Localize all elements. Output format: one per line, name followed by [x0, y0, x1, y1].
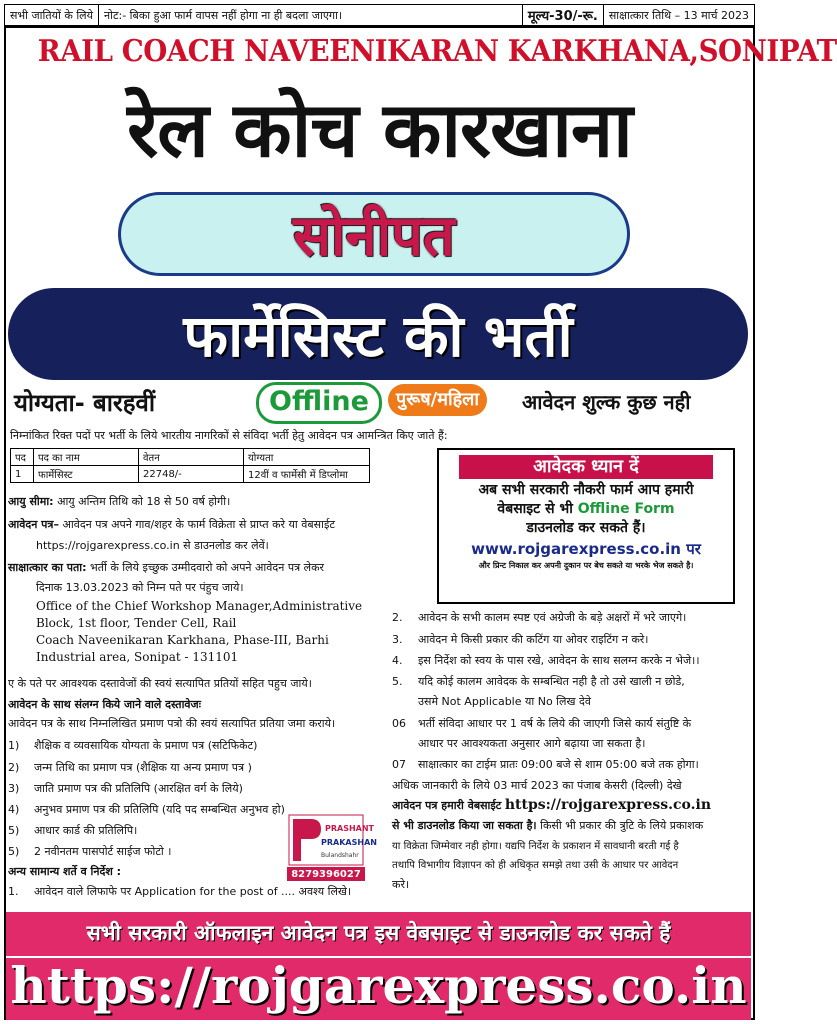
notice-website[interactable]: www.rojgarexpress.co.in पर: [471, 540, 701, 558]
qualification-tag: योग्यता- बारहवीं: [14, 389, 156, 417]
logo-place: Bulandshahr: [321, 852, 359, 859]
right-text: इस निर्देश को स्वय के पास रखे, आवेदन के साथ सलग्न करके न भेजे।।: [418, 654, 700, 667]
right-text: आवेदन के सभी कालम स्पष्ट एवं अग्रेजी के बड़े अक्षरों में भरे जाएगे।: [418, 611, 687, 624]
table-cell: 22748/-: [139, 466, 244, 483]
right-text: आवेदन मे किसी प्रकार की कटिंग या ओवर राइटिंग न करे।: [418, 633, 649, 646]
offline-form-text: Offline Form: [577, 501, 675, 517]
bottom-banner-text: सभी सरकारी ऑफलाइन आवेदन पत्र इस वेबसाइट से डाउनलोड कर सकते हैं: [86, 921, 671, 945]
notice-line3: डाउनलोड कर सकते हैं।: [526, 520, 646, 536]
right-num: 4.: [392, 654, 403, 667]
notice-heading: आवेदक ध्यान दें: [459, 455, 713, 479]
general-item: [8, 884, 352, 899]
right-item-cont: उसमे Not Applicable या No लिख देवे: [418, 695, 591, 708]
table-cell: 1: [11, 466, 34, 483]
notice-line1: अब सभी सरकारी नौकरी फार्म आप हमारी: [478, 482, 694, 498]
right-num: 07: [392, 758, 406, 771]
table-header: योग्यता: [244, 449, 370, 466]
right-item: [392, 653, 700, 669]
logo-line1: PRASHANT: [325, 824, 375, 833]
posts-table: [10, 448, 370, 483]
doc-item: [8, 823, 138, 838]
age-label: आयु सीमा:: [8, 495, 54, 508]
doc-text: अनुभव प्रमाण पत्र की प्रतिलिपि (यदि पद सम्बन्धित अनुभव हो): [34, 803, 285, 816]
castes-note: सभी जातियों के लिये: [5, 5, 99, 25]
general-heading: अन्य सामान्य शर्ते व निर्देश :: [8, 865, 122, 878]
website-line: [392, 797, 711, 814]
address-line: Office of the Chief Workshop Manager,Administrative: [36, 599, 363, 613]
table-cell: फार्मेसिस्ट: [34, 466, 139, 483]
address-line: Coach Naveenikaran Karkhana, Phase-III, Barhi: [36, 633, 329, 647]
form-label: आवेदन पत्र–: [8, 518, 59, 531]
intro-text: निम्नांकित रिक्त पदों पर भर्ती के लिये भारतीय नागरिकों से संविदा भर्ती हेतु आवेदन पत्र आमन्त्रित किए जाते हैं:: [10, 429, 448, 442]
interview-address: [8, 560, 324, 575]
general-num: 1.: [8, 885, 19, 898]
hindi-title: रेल कोच कारखाना: [127, 85, 632, 174]
doc-item: [8, 781, 243, 796]
gender-badge: पुरूष/महिला: [388, 384, 487, 416]
doc-num: 3): [8, 782, 20, 795]
website-cont-line: [392, 818, 703, 834]
interview-text: भर्ती के लिये इच्छुक उम्मीदवारो को अपने आवेदन पत्र लेकर: [90, 561, 325, 574]
doc-text: जन्म तिथि का प्रमाण पत्र (शैक्षिक या अन्य प्रमाण पत्र ): [34, 761, 252, 774]
notice-line2: [439, 500, 733, 519]
right-item: [392, 757, 699, 773]
right-num: 5.: [392, 675, 403, 688]
notice-line2a: वेबसाइट से भी: [497, 501, 573, 517]
right-item: [392, 716, 692, 732]
disclaimer-4: करे।: [392, 878, 410, 891]
table-cell: 12वीं व फार्मेसी में डिप्लोमा: [244, 466, 370, 483]
interview-label: साक्षात्कार का पता:: [8, 561, 87, 574]
website-label: आवेदन पत्र हमारी वेबसाईट: [392, 799, 502, 812]
right-text: साक्षात्कार का टाईम प्रातः 09:00 बजे से शाम 05:00 बजे तक होगा।: [418, 758, 699, 771]
docs-intro: आवेदन पत्र के साथ निम्नलिखित प्रमाण पत्रो की स्वयं सत्यापित प्रतिया जमा कराये।: [8, 717, 336, 730]
fee-note: आवेदन शुल्क कुछ नही: [522, 390, 691, 414]
website-url[interactable]: https://rojgarexpress.co.in: [504, 797, 712, 813]
logo-line2: PRAKASHAN: [321, 838, 377, 847]
form-text: आवेदन पत्र अपने गाव/शहर के फार्म विक्रेता से प्राप्त करे या वेबसाईट: [62, 518, 335, 531]
doc-num: 4): [8, 803, 20, 816]
website-cont: से भी डाउनलोड किया जा सकता है।: [392, 819, 537, 832]
url-banner-text[interactable]: https://rojgarexpress.co.in: [10, 956, 747, 1015]
office-address: [36, 598, 362, 666]
doc-num: 1): [8, 739, 20, 752]
right-item: [392, 632, 649, 648]
disclaimer-1: किसी भी प्रकार की त्रुटि के लिये प्रकाशक: [540, 819, 704, 832]
table-header: वेतन: [139, 449, 244, 466]
right-text: भर्ती संविदा आधार पर 1 वर्ष के लिये की जाएगी जिसे कार्य संतुष्टि के: [418, 717, 692, 730]
doc-num: 2): [8, 761, 20, 774]
application-form: [8, 517, 335, 532]
general-text: आवेदन वाले लिफाफे पर Application for the post of .... अवश्य लिखे।: [34, 885, 352, 898]
doc-item: [8, 738, 258, 753]
applicant-notice: [437, 448, 735, 604]
doc-text: जाति प्रमाण पत्र की प्रतिलिपि (आरक्षित वर्ग के लिये): [34, 782, 243, 795]
no-return-note: नोट:- बिका हुआ फार्म वापस नहीं होगा ना ही बदला जाएगा।: [99, 5, 523, 25]
right-item: [392, 674, 685, 690]
age-text: आयु अन्तिम तिथि को 18 से 50 वर्ष होगी।: [57, 495, 231, 508]
address-line: Block, 1st floor, Tender Cell, Rail: [36, 616, 237, 630]
table-header: पद: [11, 449, 34, 466]
city-title: सोनीपत: [293, 204, 455, 269]
table-header-row: [11, 449, 370, 466]
form-text-2: https://rojgarexpress.co.in से डाउनलोड कर लेवें।: [36, 539, 269, 552]
publisher-logo: [285, 815, 377, 881]
disclaimer-2: या विक्रेता जिम्मेवार नही होगा। यद्यपि निर्देश के प्रकाशन में सावधानी बरती गई है: [392, 841, 679, 852]
notice-small: और प्रिन्ट निकाल कर अपनी दुकान पर बेच सकते या भरके भेज सकते है।: [478, 561, 694, 570]
docs-heading: आवेदन के साथ संलग्न किये जाने वाले दस्तावेजः: [8, 698, 201, 711]
right-text: यदि कोई कालम आवेदक के सम्बन्धित नही है तो उसे खाली न छोडे,: [418, 675, 685, 688]
english-title: RAIL COACH NAVEENIKARAN KARKHANA,SONIPAT: [37, 34, 837, 69]
disclaimer-3: तथापि विभागीय विज्ञापन को ही अधिकृत समझे तथा उसी के आधार पर आवेदन: [392, 860, 679, 871]
table-row: [11, 466, 370, 483]
age-limit: [8, 494, 230, 509]
right-num: 06: [392, 717, 406, 730]
right-item: [392, 610, 687, 626]
right-num: 3.: [392, 633, 403, 646]
doc-item: [8, 802, 285, 817]
doc-text: 2 नवीनतम पासपोर्ट साईज फोटो ।: [34, 845, 172, 858]
doc-item: [8, 760, 252, 775]
doc-item: [8, 844, 172, 859]
logo-graphic: [285, 815, 377, 881]
interview-date: साक्षात्कार तिथि – 13 मार्च 2023: [608, 8, 749, 22]
post-title: फार्मेसिस्ट की भर्ती: [183, 302, 573, 370]
doc-num: 5): [8, 824, 20, 837]
address-note: ए के पते पर आवश्यक दस्तावेजों की स्वयं सत्यापित प्रतियों सहित पहुच जाये।: [8, 677, 312, 690]
offline-badge: Offline: [256, 382, 382, 424]
doc-text: शैक्षिक व व्यवसायिक योग्यता के प्रमाण पत्र (सटिफिकेट): [34, 739, 258, 752]
top-info-bar: [4, 4, 755, 26]
right-item-cont: आधार पर आवश्यकता अनुसार आगे बढ़ाया जा सकता है।: [418, 737, 646, 750]
table-header: पद का नाम: [34, 449, 139, 466]
price: मूल्य-30/-रू.: [523, 5, 604, 25]
right-num: 2.: [392, 611, 403, 624]
interview-text-2: दिनाक 13.03.2023 को निम्न पते पर पंहुच जाये।: [36, 581, 244, 594]
address-line: Industrial area, Sonipat - 131101: [36, 650, 239, 664]
logo-phone: 8279396027: [291, 869, 361, 880]
more-info: अधिक जानकारी के लिये 03 मार्च 2023 का पंजाब केसरी (दिल्ली) देखे: [392, 779, 682, 792]
doc-text: आधार कार्ड की प्रतिलिपि।: [34, 824, 138, 837]
doc-num: 5): [8, 845, 20, 858]
